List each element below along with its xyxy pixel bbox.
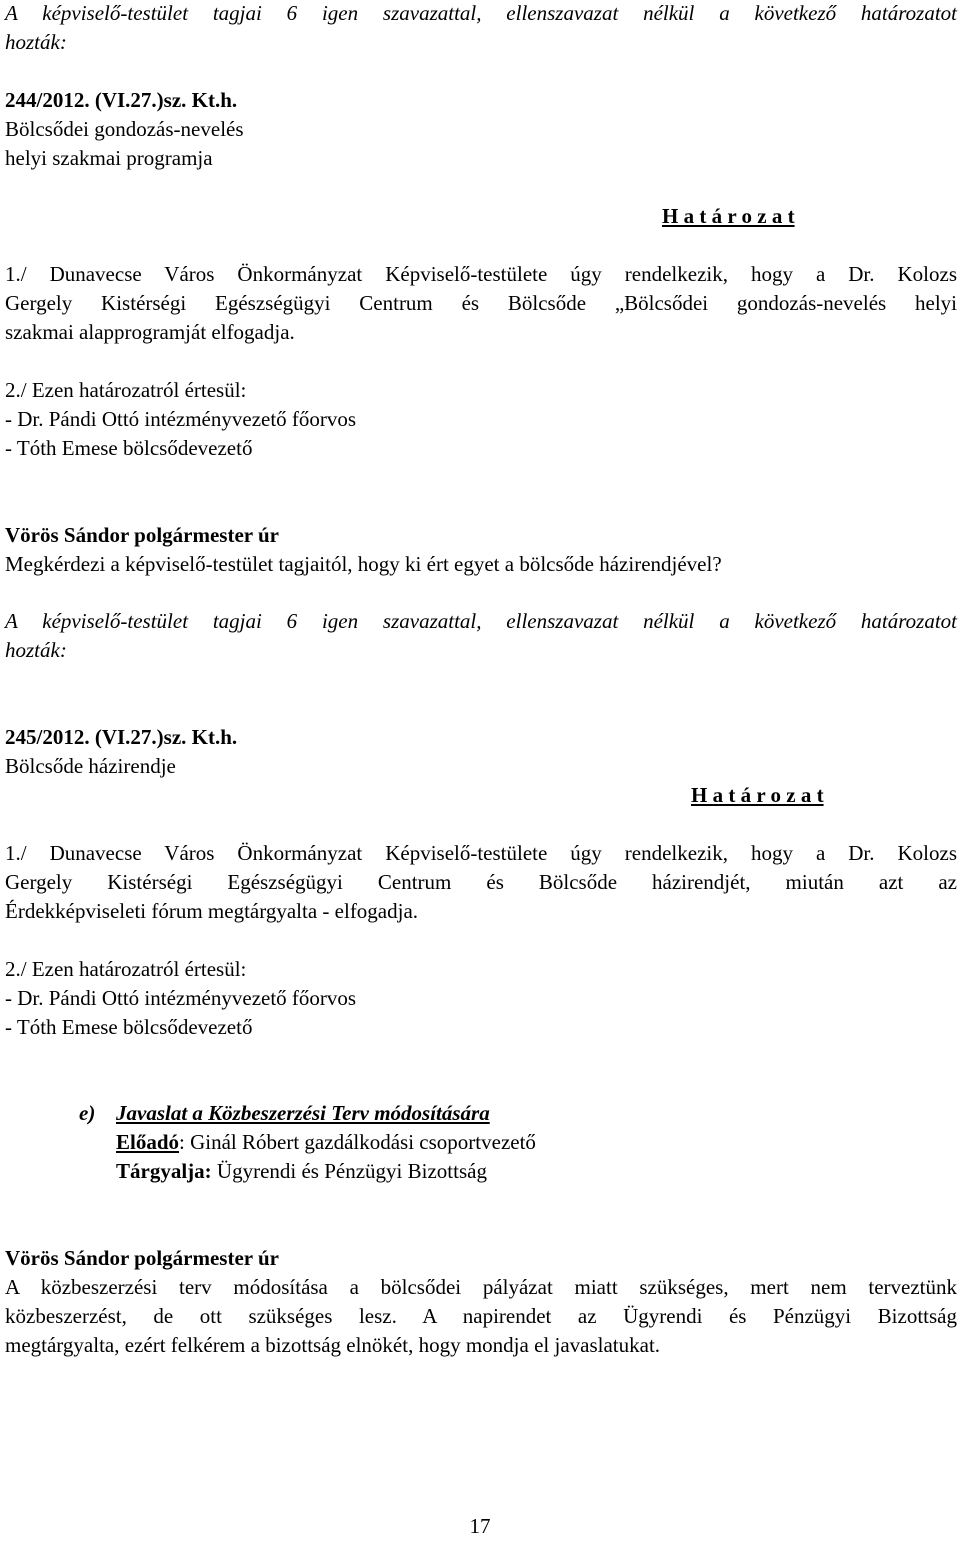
page-number: 17: [469, 1514, 491, 1538]
resolution-2-item-1-line-2: Gergely Kistérségi Egészségügyi Centrum és Bölcsőde házirendjét, miután azt az: [5, 870, 957, 894]
agenda-discussed-line: [116, 1157, 487, 1186]
resolution-1-item-1-line-3: szakmai alapprogramját elfogadja.: [5, 320, 295, 344]
agenda-item-letter: e): [79, 1101, 96, 1125]
resolution-subject-line-2: helyi szakmai programja: [5, 146, 213, 170]
resolution-2-subject: Bölcsőde házirendje: [5, 754, 176, 778]
discussed-value: Ügyrendi és Pénzügyi Bizottság: [211, 1159, 487, 1183]
vote-statement-1-line-1: A képviselő-testület tagjai 6 igen szavazattal, ellenszavazat nélkül a következő határozatot: [5, 1, 957, 25]
resolution-heading-1: H a t á r o z a t: [662, 204, 795, 228]
resolution-1-item-2-line-1: 2./ Ezen határozatról értesül:: [5, 378, 247, 402]
agenda-item-title: Javaslat a Közbeszerzési Terv módosítására: [116, 1101, 490, 1125]
resolution-number-245: 245/2012. (VI.27.)sz. Kt.h.: [5, 725, 238, 749]
resolution-2-item-1-line-1: 1./ Dunavecse Város Önkormányzat Képviselő-testülete úgy rendelkezik, hogy a Dr. Kolozs: [5, 841, 957, 865]
speaker-2-line-1: A közbeszerzési terv módosítása a bölcsődei pályázat miatt szükséges, mert nem terveztünk: [5, 1275, 957, 1299]
resolution-2-recipient-2: - Tóth Emese bölcsődevezető: [5, 1015, 253, 1039]
speaker-name-2: Vörös Sándor polgármester úr: [5, 1246, 279, 1270]
resolution-number-244: 244/2012. (VI.27.)sz. Kt.h.: [5, 88, 238, 112]
resolution-2-item-2-line-1: 2./ Ezen határozatról értesül:: [5, 957, 247, 981]
resolution-1-item-1-line-2: Gergely Kistérségi Egészségügyi Centrum és Bölcsőde „Bölcsődei gondozás-nevelés helyi: [5, 291, 957, 315]
presenter-value: : Ginál Róbert gazdálkodási csoportvezető: [179, 1130, 536, 1154]
resolution-1-recipient-1: - Dr. Pándi Ottó intézményvezető főorvos: [5, 407, 357, 431]
speaker-2-line-3: megtárgyalta, ezért felkérem a bizottság elnökét, hogy mondja el javaslatukat.: [5, 1333, 661, 1357]
resolution-heading-2: H a t á r o z a t: [691, 783, 824, 807]
speaker-2-line-2: közbeszerzést, de ott szükséges lesz. A napirendet az Ügyrendi és Pénzügyi Bizottság: [5, 1304, 957, 1328]
resolution-2-item-1-line-3: Érdekképviseleti fórum megtárgyalta - elfogadja.: [5, 899, 419, 923]
vote-statement-2-line-1: A képviselő-testület tagjai 6 igen szavazattal, ellenszavazat nélkül a következő határozatot: [5, 609, 957, 633]
resolution-2-recipient-1: - Dr. Pándi Ottó intézményvezető főorvos: [5, 986, 357, 1010]
vote-statement-1-line-2: hozták:: [5, 30, 67, 54]
resolution-subject-line-1: Bölcsődei gondozás-nevelés: [5, 117, 244, 141]
resolution-1-item-1-line-1: 1./ Dunavecse Város Önkormányzat Képviselő-testülete úgy rendelkezik, hogy a Dr. Kolozs: [5, 262, 957, 286]
agenda-presenter-line: [116, 1128, 536, 1157]
presenter-label: Előadó: [116, 1130, 180, 1154]
speaker-name-1: Vörös Sándor polgármester úr: [5, 523, 279, 547]
discussed-label: Tárgyalja:: [116, 1159, 212, 1183]
resolution-1-recipient-2: - Tóth Emese bölcsődevezető: [5, 436, 253, 460]
vote-statement-2-line-2: hozták:: [5, 638, 67, 662]
speaker-1-text: Megkérdezi a képviselő-testület tagjaitól, hogy ki ért egyet a bölcsőde házirendjével?: [5, 552, 722, 576]
